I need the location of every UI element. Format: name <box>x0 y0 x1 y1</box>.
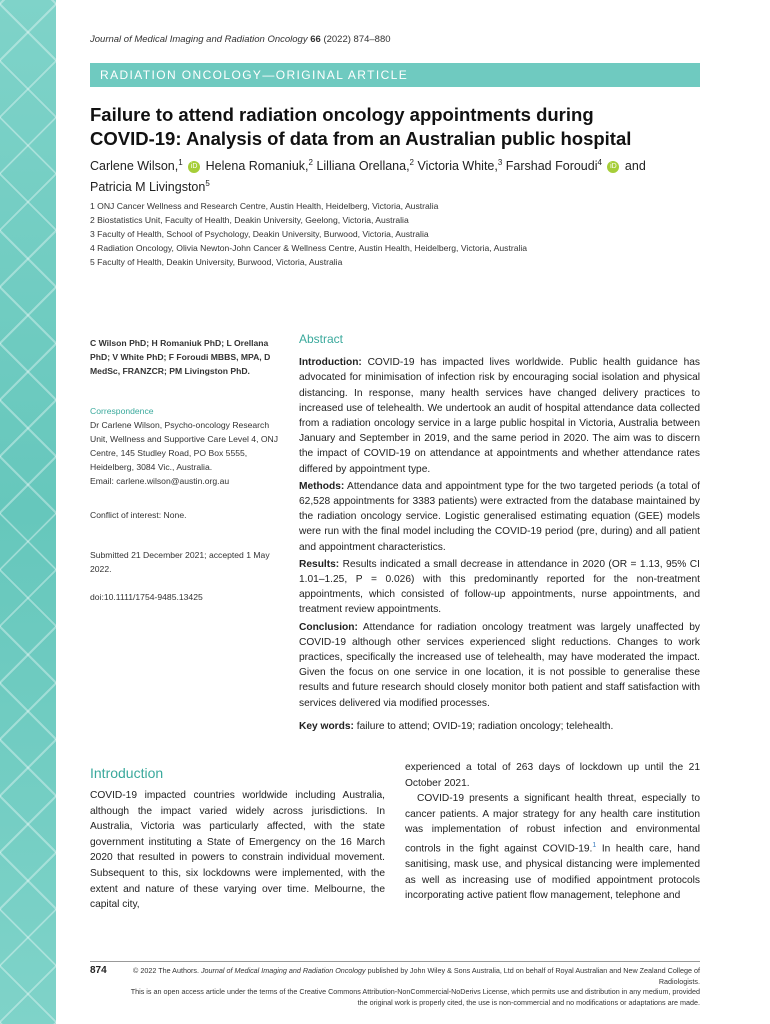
affiliation-item: 5 Faculty of Health, Deakin University, Burwood, Victoria, Australia <box>90 257 343 267</box>
author-affiliation-marker: 2 <box>409 158 414 167</box>
abstract-conclusion <box>299 620 700 711</box>
submission-dates: Submitted 21 December 2021; accepted 1 May 2022. <box>90 550 270 574</box>
license-line: This is an open access article under the terms of the Creative Commons Attribution-NonCommercial-NoDerivs License, which permits use and distribution in any medium, provided the original work is properly cited, the use is non-commercial and no modifications or adaptations are made. <box>130 987 700 1007</box>
correspondence-email[interactable]: Email: carlene.wilson@austin.org.au <box>90 476 230 486</box>
author-name: Helena Romaniuk, <box>205 159 309 174</box>
author-name: Lilliana Orellana, <box>316 159 410 174</box>
copyright-text: published by John Wiley & Sons Australia, Ltd on behalf of Royal Australian and New Zealand College of Radiologists. <box>365 966 700 986</box>
copyright-notice <box>126 966 700 1008</box>
section-banner: RADIATION ONCOLOGY—ORIGINAL ARTICLE <box>90 63 700 87</box>
citation-link[interactable]: 1 <box>592 841 597 849</box>
abstract <box>299 332 700 736</box>
affiliation-list <box>90 199 700 269</box>
abstract-heading: Abstract <box>299 332 344 346</box>
orcid-icon[interactable]: iD <box>188 161 200 173</box>
author-name: Victoria White, <box>417 159 498 174</box>
affiliation-item: 1 ONJ Cancer Wellness and Research Centre, Austin Health, Heidelberg, Victoria, Australia <box>90 201 439 211</box>
journal-year-pages: (2022) 874–880 <box>323 34 391 45</box>
abstract-results <box>299 557 700 618</box>
affiliation-item: 4 Radiation Oncology, Olivia Newton-John Cancer & Wellness Centre, Austin Health, Heidelberg, Victoria, Australia <box>90 243 528 253</box>
correspondence-address: Dr Carlene Wilson, Psycho-oncology Research Unit, Wellness and Supportive Care Level 4, ONJ Centre, 145 Studley Road, PO Box 5555, Heidelberg, 3084 Vic., Australia. <box>90 420 279 472</box>
abstract-label: Conclusion: <box>299 621 358 633</box>
author-affiliation-marker: 4 <box>597 158 602 167</box>
introduction-heading: Introduction <box>90 765 164 781</box>
journal-name: Journal of Medical Imaging and Radiation Oncology <box>90 34 308 45</box>
copyright-line-1 <box>126 966 700 987</box>
body-text: In health care, hand sanitising, mask use, and physical distancing were implemented as well as increasing use of modified appointment protocols incorporating active patient flow management, telephone and <box>405 843 700 902</box>
author-name: Carlene Wilson, <box>90 159 179 174</box>
body-text: COVID-19 presents a significant health threat, especially to cancer patients. A major strategy for any health care institution was implementation of robust infection and environmental controls in the fight against COVID-19. <box>405 793 700 855</box>
abstract-text: Results indicated a small decrease in attendance in 2020 (OR = 1.13, 95% CI 1.01–1.25, P = 0.026) with this predominantly reported for the non-treatment appointments, which consisted of follow-up appointments, nurse appointments, and treatment review appointments. <box>299 558 700 616</box>
abstract-label: Introduction: <box>299 357 362 369</box>
author-credentials: C Wilson PhD; H Romaniuk PhD; L Orellana PhD; V White PhD; F Foroudi MBBS, MPA, D MedSc, FRANZCR; PM Livingston PhD. <box>90 338 271 376</box>
keywords-text: failure to attend; OVID-19; radiation oncology; telehealth. <box>356 720 614 732</box>
abstract-text: Attendance for radiation oncology treatment was largely unaffected by COVID-19 although other services experienced slight reductions. Changes to work practices, specifically the increased use of telehealth, may have moderated the impact. Given the focus on one service in one location, it is not possible to generalise these results and future research should closely monitor both patient and staff satisfaction with services delivered via modified processes. <box>299 621 700 709</box>
author-affiliation-marker: 1 <box>178 158 183 167</box>
author-name: Farshad Foroudi <box>505 159 598 174</box>
copyright-journal: Journal of Medical Imaging and Radiation Oncology <box>200 966 366 975</box>
correspondence-heading: Correspondence <box>90 406 154 416</box>
body-paragraph: COVID-19 impacted countries worldwide including Australia, although the impact varied widely across jurisdictions. In Australia, Victoria was particularly affected, with the state government instituting a State of Emergency on the 16 March 2020 that resulted in powers to constrain individual movement. Subsequent to this, six lockdowns were implemented, with the extent and nature of these varying over time. Melbourne, the capital city, <box>90 790 385 911</box>
footer-divider <box>90 961 700 962</box>
decorative-side-strip <box>0 0 56 1024</box>
keywords-label: Key words: <box>299 720 354 732</box>
author-affiliation-marker: 2 <box>308 158 313 167</box>
keywords <box>299 719 700 734</box>
author-list <box>90 154 700 196</box>
author-conjunction: and <box>624 159 646 174</box>
author-affiliation-marker: 5 <box>205 179 210 189</box>
body-column-left <box>90 788 385 913</box>
article-title <box>90 103 710 151</box>
journal-volume: 66 <box>310 34 321 45</box>
side-column <box>90 336 285 618</box>
conflict-of-interest: Conflict of interest: None. <box>90 510 187 520</box>
abstract-label: Methods: <box>299 480 345 492</box>
orcid-icon[interactable]: iD <box>607 161 619 173</box>
body-paragraph <box>405 791 700 904</box>
abstract-introduction <box>299 355 700 477</box>
abstract-text: Attendance data and appointment type for the two targeted periods (a total of 62,528 appointments for 3383 patients) were extracted from the database maintained by the radiation oncology service. Logistic generalised estimating equation (GEE) models were run with the final model including the COVID-19 period (pre, during) and all patient and appointment characteristics. <box>299 480 700 553</box>
affiliation-item: 2 Biostatistics Unit, Faculty of Health, Deakin University, Geelong, Victoria, Australia <box>90 215 409 225</box>
author-affiliation-marker: 3 <box>497 158 503 167</box>
copyright-text: © 2022 The Authors. <box>133 966 201 975</box>
abstract-text: COVID-19 has impacted lives worldwide. Public health guidance has advocated for minimisation of infection risk by encouraging social isolation and physical distancing. In response, many health services have changed delivery practices to increased use of telehealth. We undertook an audit of hospital attendance data collected from a radiation oncology service in a large public hospital in Victoria, Australia between January and September in 2019, and the same period in 2020. The aim was to discern the impact of COVID-19 on attendance at appointments and whether attendance rates differed by appointment type. <box>299 357 700 475</box>
doi-link[interactable]: doi:10.1111/1754-9485.13425 <box>90 592 203 602</box>
abstract-methods <box>299 479 700 555</box>
body-paragraph: experienced a total of 263 days of lockdown up until the 21 October 2021. <box>405 762 700 789</box>
title-line-1: Failure to attend radiation oncology appointments during <box>90 104 594 125</box>
journal-header <box>90 34 391 45</box>
body-column-right <box>405 760 700 904</box>
affiliation-item: 3 Faculty of Health, School of Psychology, Deakin University, Burwood, Victoria, Australia <box>90 229 429 239</box>
page-number: 874 <box>90 965 107 976</box>
abstract-label: Results: <box>299 558 340 570</box>
title-line-2: COVID-19: Analysis of data from an Australian public hospital <box>90 128 632 149</box>
author-name: Patricia M Livingston <box>90 180 206 195</box>
